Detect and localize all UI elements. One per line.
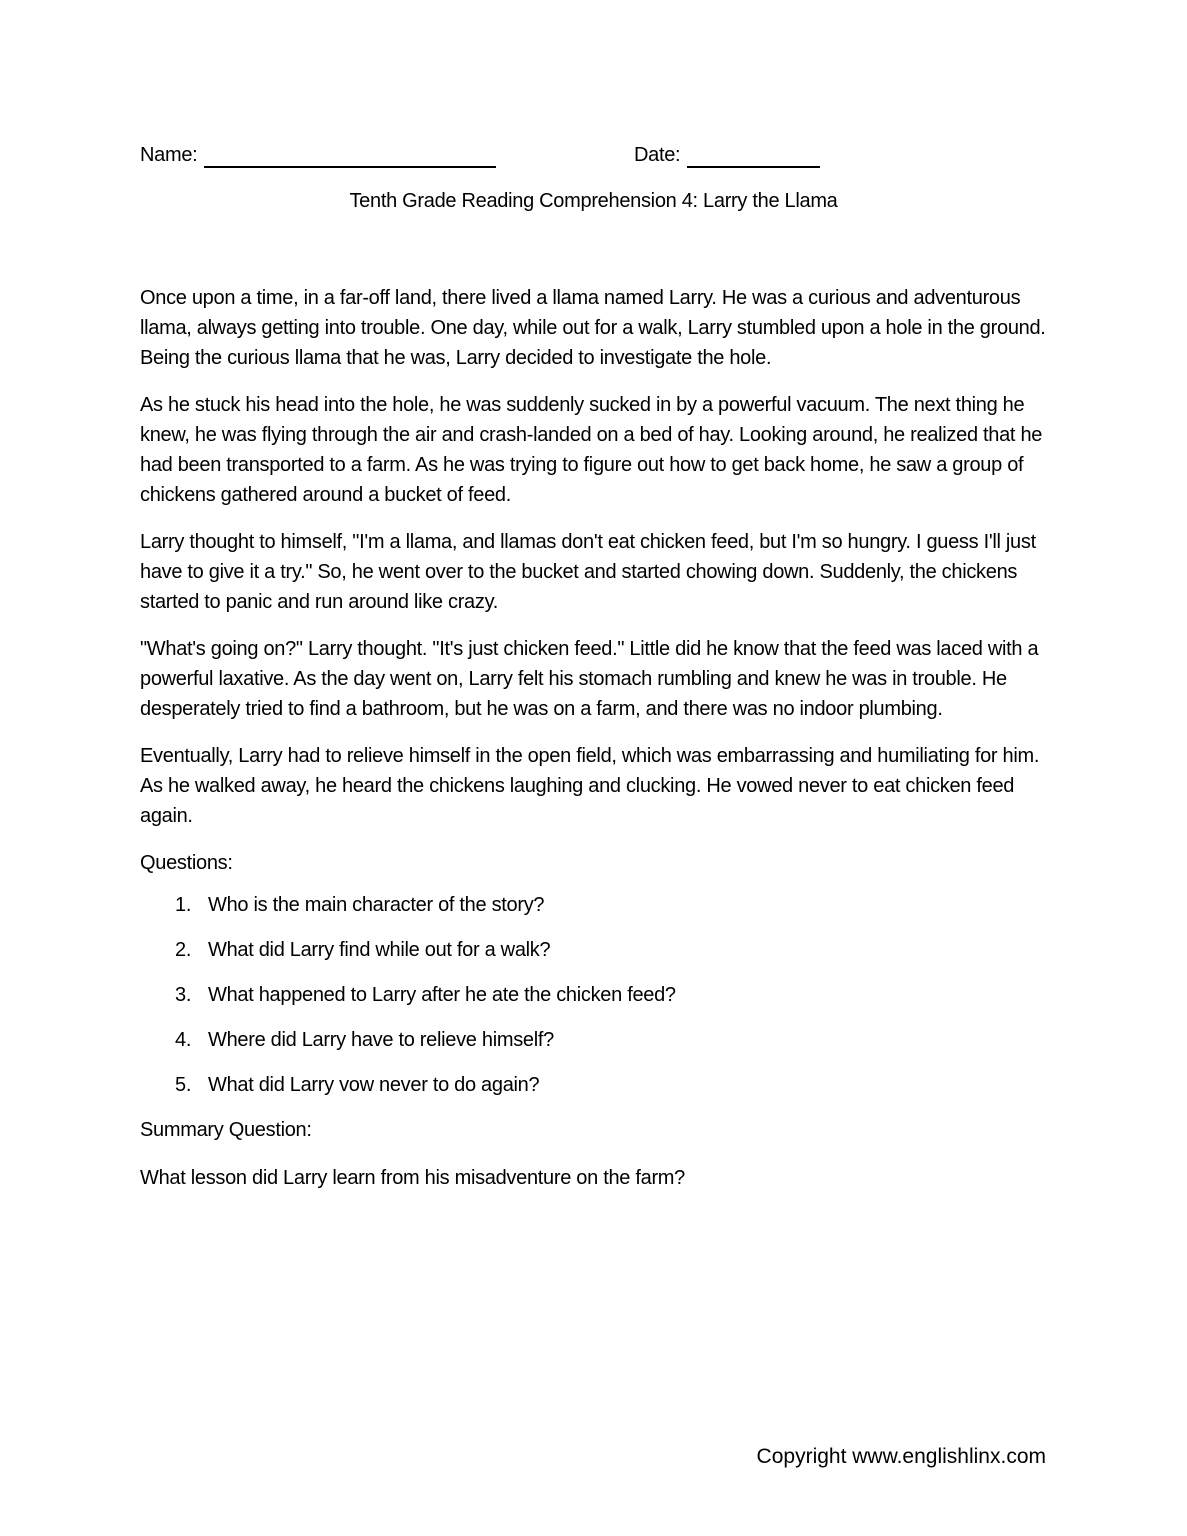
copyright-text: Copyright www.englishlinx.com — [756, 1445, 1046, 1468]
date-field-group — [634, 142, 820, 168]
question-number: 2. — [175, 939, 192, 961]
name-blank-line — [204, 144, 496, 168]
question-number: 1. — [175, 894, 192, 916]
question-text: What did Larry find while out for a walk? — [208, 939, 551, 961]
question-number: 5. — [175, 1074, 192, 1096]
summary-question: What lesson did Larry learn from his misadventure on the farm? — [140, 1167, 685, 1189]
questions-heading: Questions: — [140, 852, 233, 874]
name-label: Name: — [140, 144, 198, 166]
story-paragraph-3: Larry thought to himself, "I'm a llama, and llamas don't eat chicken feed, but I'm so hungry. I guess I'll just have to give it a try." So, he went over to the bucket and started chowing down. Suddenly, the chickens started to panic and run around like crazy. — [140, 531, 1036, 613]
page-title: Tenth Grade Reading Comprehension 4: Larry the Llama — [349, 190, 838, 212]
question-text: Who is the main character of the story? — [208, 894, 545, 916]
summary-heading: Summary Question: — [140, 1119, 312, 1141]
date-blank-line — [687, 144, 820, 168]
question-item — [140, 1070, 1048, 1100]
story-paragraph-2: As he stuck his head into the hole, he was suddenly sucked in by a powerful vacuum. The next thing he knew, he was flying through the air and crash-landed on a bed of hay. Looking around, he realized that he had been transported to a farm. As he was trying to figure out how to get back home, he saw a group of chickens gathered around a bucket of feed. — [140, 394, 1043, 506]
question-text: Where did Larry have to relieve himself? — [208, 1029, 554, 1051]
worksheet-body — [140, 283, 1048, 1193]
question-text: What did Larry vow never to do again? — [208, 1074, 540, 1096]
question-item — [140, 890, 1048, 920]
question-item — [140, 1025, 1048, 1055]
date-label: Date: — [634, 144, 681, 166]
header-row — [140, 142, 1048, 172]
story-paragraph-4: "What's going on?" Larry thought. "It's just chicken feed." Little did he know that the feed was laced with a powerful laxative. As the day went on, Larry felt his stomach rumbling and knew he was in trouble. He desperately tried to find a bathroom, but he was on a farm, and there was no indoor plumbing. — [140, 638, 1039, 720]
name-field-group — [140, 142, 496, 168]
question-item — [140, 980, 1048, 1010]
question-number: 4. — [175, 1029, 192, 1051]
question-text: What happened to Larry after he ate the chicken feed? — [208, 984, 676, 1006]
question-item — [140, 935, 1048, 965]
story-paragraph-5: Eventually, Larry had to relieve himself in the open field, which was embarrassing and humiliating for him. As he walked away, he heard the chickens laughing and clucking. He vowed never to eat chicken feed again. — [140, 745, 1040, 827]
question-number: 3. — [175, 984, 192, 1006]
questions-list — [140, 890, 1048, 1100]
story-paragraph-1: Once upon a time, in a far-off land, there lived a llama named Larry. He was a curious and adventurous llama, always getting into trouble. One day, while out for a walk, Larry stumbled upon a hole in the ground. Being the curious llama that he was, Larry decided to investigate the hole. — [140, 287, 1046, 369]
